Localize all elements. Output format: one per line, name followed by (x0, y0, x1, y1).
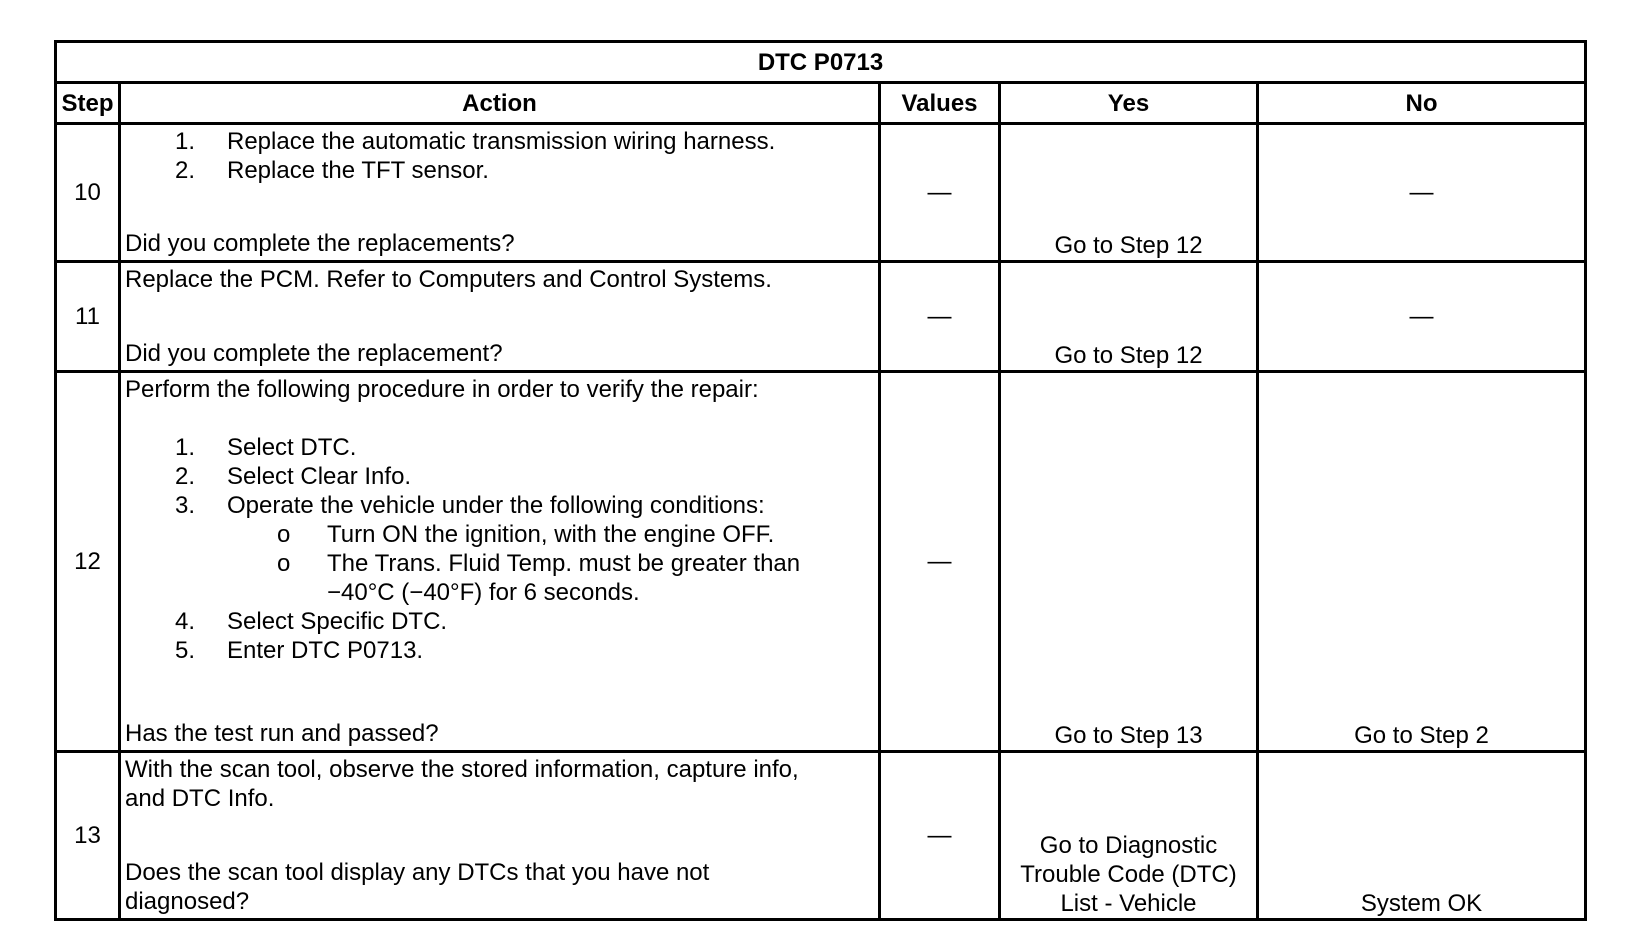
values-cell: — (880, 752, 1000, 920)
step-number: 10 (56, 124, 120, 262)
no-cell: — (1258, 124, 1586, 262)
list-item: 4. Select Specific DTC. (175, 608, 448, 635)
values-cell: — (880, 372, 1000, 752)
no-cell: System OK (1258, 752, 1586, 920)
step-number: 12 (56, 372, 120, 752)
action-cell (120, 372, 880, 752)
header-yes: Yes (1000, 83, 1258, 124)
question-text: Did you complete the replacements? (125, 230, 515, 257)
table-row (56, 262, 1586, 372)
instruction-text: Replace the PCM. Refer to Computers and Control Systems. (125, 266, 772, 293)
no-cell: Go to Step 2 (1258, 372, 1586, 752)
table-title: DTC P0713 (56, 42, 1586, 83)
bullet-list (125, 520, 874, 607)
instruction-text: With the scan tool, observe the stored information, capture info, and DTC Info. (125, 756, 799, 812)
header-action: Action (120, 83, 880, 124)
list-item: 2. Replace the TFT sensor. (175, 157, 489, 184)
action-cell (120, 124, 880, 262)
instruction-text: Perform the following procedure in order to verify the repair: (125, 376, 759, 403)
step-number: 11 (56, 262, 120, 372)
dtc-table (54, 40, 1587, 921)
header-values: Values (880, 83, 1000, 124)
values-cell: — (880, 262, 1000, 372)
action-cell (120, 752, 880, 920)
header-step: Step (56, 83, 120, 124)
question-text: Has the test run and passed? (125, 720, 439, 747)
question-text: Did you complete the replacement? (125, 340, 503, 367)
values-cell: — (880, 124, 1000, 262)
bullet-item: o Turn ON the ignition, with the engine OFF. (125, 520, 874, 549)
numbered-list (125, 433, 874, 665)
yes-cell (1000, 752, 1258, 920)
list-item: 1. Replace the automatic transmission wiring harness. (175, 128, 776, 155)
action-cell (120, 262, 880, 372)
yes-cell: Go to Step 13 (1000, 372, 1258, 752)
numbered-list (125, 127, 874, 185)
list-item: 5. Enter DTC P0713. (175, 637, 424, 664)
list-item: 2. Select Clear Info. (175, 463, 412, 490)
list-item: 3. Operate the vehicle under the following conditions: o Turn ON the ignition, with the engine OFF. o The Trans. Fluid Temp. must be greater than −40°C (−40°F) for 6 seconds. (125, 491, 874, 607)
yes-link-text: Go to Diagnostic Trouble Code (DTC) List - Vehicle (1020, 832, 1237, 917)
yes-cell: Go to Step 12 (1000, 262, 1258, 372)
yes-cell: Go to Step 12 (1000, 124, 1258, 262)
no-cell: — (1258, 262, 1586, 372)
circle-bullet-icon: o (277, 550, 291, 577)
table-row (56, 124, 1586, 262)
header-no: No (1258, 83, 1586, 124)
bullet-item: o The Trans. Fluid Temp. must be greater than −40°C (−40°F) for 6 seconds. (125, 549, 874, 607)
step-number: 13 (56, 752, 120, 920)
list-item: 1. Select DTC. (175, 434, 357, 461)
table-row (56, 372, 1586, 752)
table-row (56, 752, 1586, 920)
circle-bullet-icon: o (277, 521, 291, 548)
question-text: Does the scan tool display any DTCs that you have not diagnosed? (125, 859, 710, 915)
